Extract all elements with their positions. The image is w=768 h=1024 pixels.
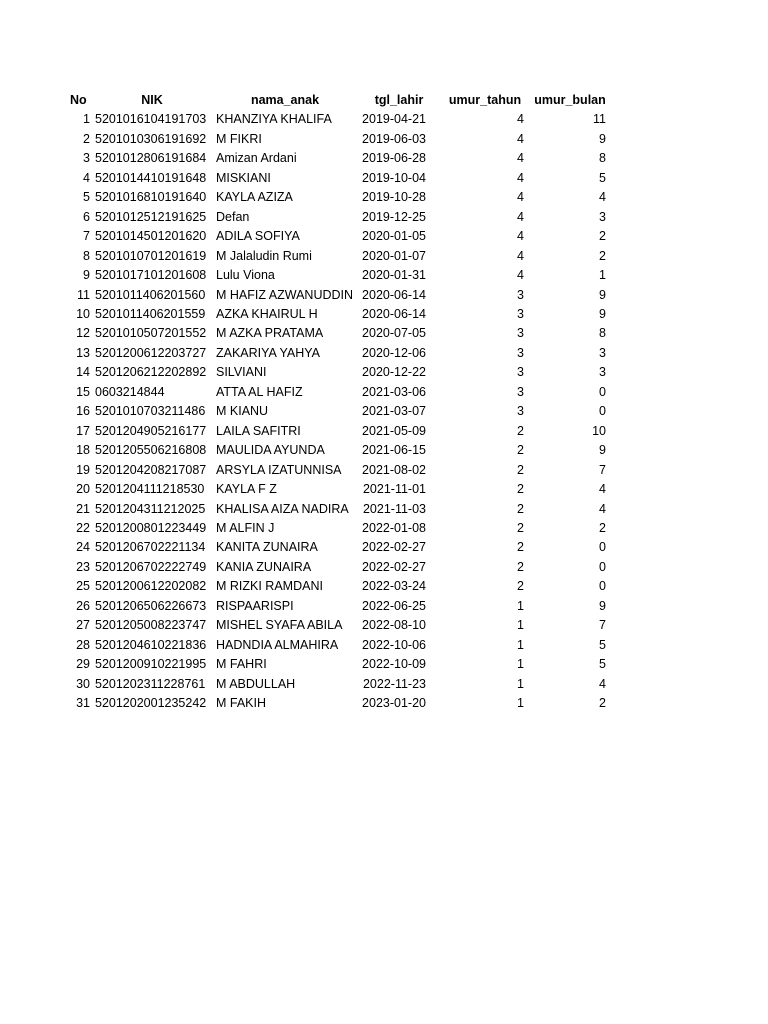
cell-umur-tahun: 4: [517, 248, 524, 263]
cell-tgl-lahir: 2020-12-06: [362, 345, 426, 360]
cell-nama-anak: M FIKRI: [216, 131, 262, 146]
cell-umur-tahun: 3: [517, 384, 524, 399]
cell-tgl-lahir: 2019-04-21: [362, 112, 426, 127]
cell-tgl-lahir: 2021-03-07: [362, 404, 426, 419]
cell-umur-tahun: 2: [517, 540, 524, 555]
cell-nik: 5201011406201559: [95, 306, 206, 321]
cell-tgl-lahir: 2021-11-01: [362, 482, 426, 497]
cell-umur-bulan: 1: [599, 268, 606, 283]
cell-nik: 5201206506226673: [95, 598, 207, 613]
cell-no: 27: [76, 618, 90, 633]
cell-nama-anak: Amizan Ardani: [216, 151, 297, 166]
table-row: [66, 247, 610, 266]
table-row: [66, 324, 610, 343]
cell-umur-tahun: 2: [517, 482, 524, 497]
cell-nik: 5201014410191648: [95, 170, 207, 185]
cell-umur-tahun: 1: [517, 676, 524, 691]
cell-tgl-lahir: 2022-01-08: [362, 520, 426, 535]
cell-no: 19: [76, 462, 90, 477]
data-sheet: [66, 91, 610, 714]
cell-no: 10: [76, 306, 90, 321]
cell-no: 12: [76, 326, 90, 341]
cell-nik: 5201206702222749: [95, 559, 207, 574]
table-row: [66, 675, 610, 694]
cell-no: 24: [76, 540, 90, 555]
cell-tgl-lahir: 2020-01-31: [362, 268, 426, 283]
cell-umur-bulan: 9: [599, 443, 606, 458]
table-row: [66, 694, 610, 713]
children-table: [66, 91, 610, 714]
table-row: [66, 577, 610, 596]
table-row: [66, 461, 610, 480]
cell-nama-anak: M ALFIN J: [216, 520, 275, 535]
cell-tgl-lahir: 2020-06-14: [362, 306, 426, 321]
cell-umur-tahun: 4: [517, 151, 524, 166]
cell-nik: 5201204610221836: [95, 637, 207, 652]
table-row: [66, 422, 610, 441]
cell-tgl-lahir: 2021-11-03: [362, 501, 426, 516]
cell-nama-anak: M KIANU: [216, 404, 269, 419]
cell-umur-tahun: 3: [517, 365, 524, 380]
cell-nik: 5201010507201552: [95, 326, 207, 341]
cell-umur-tahun: 4: [517, 131, 524, 146]
cell-nama-anak: M Jalaludin Rumi: [216, 248, 312, 263]
cell-no: 1: [83, 112, 90, 127]
cell-nik: 5201204208217087: [95, 462, 207, 477]
cell-umur-bulan: 8: [599, 151, 606, 166]
cell-nama-anak: RISPAARISPI: [216, 598, 294, 613]
cell-umur-bulan: 0: [599, 404, 606, 419]
cell-umur-bulan: 5: [599, 170, 606, 185]
cell-nik: 5201010701201619: [95, 248, 207, 263]
cell-tgl-lahir: 2019-10-04: [362, 170, 426, 185]
cell-nik: 5201206702221134: [95, 540, 206, 555]
header-nama-anak: nama_anak: [250, 93, 320, 107]
cell-umur-bulan: 7: [599, 462, 606, 477]
cell-tgl-lahir: 2019-12-25: [362, 209, 426, 224]
table-row: [66, 597, 610, 616]
cell-umur-tahun: 1: [517, 637, 524, 652]
cell-nama-anak: M FAKIH: [216, 696, 267, 711]
cell-umur-bulan: 4: [599, 190, 606, 205]
header-row: [66, 91, 610, 110]
cell-nik: 5201206212202892: [95, 365, 207, 380]
table-row: [66, 130, 610, 149]
cell-umur-bulan: 3: [599, 365, 606, 380]
cell-umur-tahun: 2: [517, 520, 524, 535]
cell-nik: 5201011406201560: [95, 287, 206, 302]
cell-no: 6: [83, 209, 90, 224]
cell-nama-anak: M FAHRI: [216, 657, 267, 672]
cell-nama-anak: MAULIDA AYUNDA: [216, 443, 325, 458]
cell-umur-tahun: 3: [517, 404, 524, 419]
cell-tgl-lahir: 2023-01-20: [362, 696, 426, 711]
table-row: [66, 188, 610, 207]
cell-umur-bulan: 0: [599, 579, 606, 594]
cell-nama-anak: M HAFIZ AZWANUDDIN: [216, 287, 354, 302]
cell-umur-tahun: 3: [517, 326, 524, 341]
cell-no: 2: [83, 131, 90, 146]
table-row: [66, 227, 610, 246]
cell-umur-bulan: 3: [599, 345, 606, 360]
cell-umur-tahun: 1: [517, 696, 524, 711]
cell-no: 29: [76, 657, 90, 672]
cell-no: 31: [76, 696, 90, 711]
cell-umur-bulan: 10: [592, 423, 606, 438]
cell-umur-tahun: 2: [517, 501, 524, 516]
cell-nama-anak: AZKA KHAIRUL H: [216, 306, 318, 321]
cell-umur-tahun: 2: [517, 559, 524, 574]
cell-umur-tahun: 4: [517, 209, 524, 224]
table-row: [66, 500, 610, 519]
cell-umur-tahun: 1: [517, 598, 524, 613]
table-body: [66, 110, 610, 713]
table-row: [66, 558, 610, 577]
cell-tgl-lahir: 2022-02-27: [362, 540, 426, 555]
cell-umur-bulan: 5: [599, 657, 606, 672]
cell-nik: 5201204311212025: [95, 501, 206, 516]
cell-umur-bulan: 11: [593, 112, 606, 127]
cell-umur-bulan: 2: [599, 248, 606, 263]
cell-no: 13: [76, 345, 90, 360]
cell-tgl-lahir: 2022-02-27: [362, 559, 426, 574]
cell-umur-bulan: 9: [599, 131, 606, 146]
table-row: [66, 655, 610, 674]
cell-umur-tahun: 3: [517, 345, 524, 360]
cell-tgl-lahir: 2022-11-23: [362, 676, 426, 691]
cell-nama-anak: KHALISA AIZA NADIRA: [216, 501, 349, 516]
cell-umur-tahun: 3: [517, 287, 524, 302]
cell-tgl-lahir: 2020-01-05: [362, 229, 426, 244]
cell-tgl-lahir: 2021-03-06: [362, 384, 426, 399]
table-row: [66, 538, 610, 557]
table-row: [66, 616, 610, 635]
cell-no: 5: [83, 190, 90, 205]
table-row: [66, 363, 610, 382]
cell-nama-anak: HADNDIA ALMAHIRA: [216, 637, 339, 652]
cell-nama-anak: ATTA AL HAFIZ: [216, 384, 303, 399]
cell-nik: 5201200801223449: [95, 520, 207, 535]
cell-nama-anak: KANITA ZUNAIRA: [216, 540, 318, 555]
cell-nik: 5201204905216177: [95, 423, 207, 438]
cell-umur-tahun: 2: [517, 462, 524, 477]
cell-nik: 5201010306191692: [95, 131, 207, 146]
cell-tgl-lahir: 2022-10-09: [362, 657, 426, 672]
cell-nik: 5201200612202082: [95, 579, 207, 594]
cell-nama-anak: SILVIANI: [216, 365, 267, 380]
cell-nik: 5201205008223747: [95, 618, 207, 633]
cell-no: 25: [76, 579, 90, 594]
cell-tgl-lahir: 2022-10-06: [362, 637, 426, 652]
cell-tgl-lahir: 2021-06-15: [362, 443, 426, 458]
cell-umur-bulan: 2: [599, 229, 606, 244]
cell-nik: 5201200910221995: [95, 657, 207, 672]
table-row: [66, 402, 610, 421]
header-umur-bulan: umur_bulan: [534, 93, 606, 107]
cell-umur-bulan: 4: [599, 501, 606, 516]
cell-umur-bulan: 9: [599, 306, 606, 321]
header-tgl-lahir: tgl_lahir: [374, 93, 424, 107]
cell-no: 14: [76, 365, 90, 380]
table-row: [66, 286, 610, 305]
cell-no: 20: [76, 482, 90, 497]
cell-umur-tahun: 2: [517, 443, 524, 458]
cell-no: 17: [76, 423, 90, 438]
cell-no: 9: [83, 268, 90, 283]
cell-no: 23: [76, 559, 90, 574]
cell-tgl-lahir: 2020-12-22: [362, 365, 426, 380]
cell-no: 15: [76, 384, 90, 399]
cell-nik: 5201012806191684: [95, 151, 207, 166]
cell-umur-bulan: 9: [599, 598, 606, 613]
table-row: [66, 208, 610, 227]
cell-tgl-lahir: 2020-06-14: [362, 287, 426, 302]
cell-tgl-lahir: 2022-06-25: [362, 598, 426, 613]
cell-tgl-lahir: 2021-08-02: [362, 462, 426, 477]
cell-umur-tahun: 3: [517, 306, 524, 321]
cell-umur-bulan: 9: [599, 287, 606, 302]
cell-tgl-lahir: 2022-08-10: [362, 618, 426, 633]
table-row: [66, 344, 610, 363]
cell-tgl-lahir: 2019-06-28: [362, 151, 426, 166]
cell-umur-bulan: 5: [599, 637, 606, 652]
cell-umur-bulan: 7: [599, 618, 606, 633]
header-umur-tahun: umur_tahun: [448, 93, 522, 107]
cell-umur-tahun: 4: [517, 112, 524, 127]
table-row: [66, 110, 610, 129]
cell-nama-anak: ARSYLA IZATUNNISA: [216, 462, 342, 477]
cell-no: 26: [76, 598, 90, 613]
cell-nik: 5201202311228761: [95, 676, 206, 691]
cell-nama-anak: KHANZIYA KHALIFA: [216, 112, 332, 127]
cell-nik: 5201205506216808: [95, 443, 207, 458]
cell-umur-bulan: 3: [599, 209, 606, 224]
cell-umur-tahun: 4: [517, 170, 524, 185]
cell-nama-anak: Defan: [216, 209, 250, 224]
cell-umur-tahun: 2: [517, 423, 524, 438]
cell-nik: 5201010703211486: [95, 404, 206, 419]
cell-nama-anak: ZAKARIYA YAHYA: [216, 345, 320, 360]
cell-tgl-lahir: 2020-01-07: [362, 248, 426, 263]
cell-no: 30: [76, 676, 90, 691]
cell-nama-anak: LAILA SAFITRI: [216, 423, 301, 438]
table-row: [66, 519, 610, 538]
table-row: [66, 266, 610, 285]
table-row: [66, 149, 610, 168]
cell-nik: 5201204111218530: [95, 482, 205, 497]
cell-tgl-lahir: 2021-05-09: [362, 423, 426, 438]
cell-umur-tahun: 1: [517, 618, 524, 633]
cell-umur-tahun: 4: [517, 229, 524, 244]
cell-umur-bulan: 0: [599, 384, 606, 399]
cell-nama-anak: KAYLA F Z: [216, 482, 277, 497]
cell-umur-tahun: 4: [517, 190, 524, 205]
cell-no: 3: [83, 151, 90, 166]
cell-nik: 5201012512191625: [95, 209, 207, 224]
cell-nama-anak: MISHEL SYAFA ABILA: [216, 618, 343, 633]
table-row: [66, 305, 610, 324]
cell-no: 8: [83, 248, 90, 263]
cell-no: 4: [83, 170, 90, 185]
header-nik: NIK: [141, 93, 163, 107]
cell-no: 28: [76, 637, 90, 652]
cell-nama-anak: MISKIANI: [216, 170, 271, 185]
cell-umur-bulan: 4: [599, 482, 606, 497]
cell-nama-anak: KANIA ZUNAIRA: [216, 559, 312, 574]
cell-no: 21: [76, 501, 90, 516]
cell-umur-bulan: 4: [599, 676, 606, 691]
cell-no: 18: [76, 443, 90, 458]
cell-umur-bulan: 0: [599, 559, 606, 574]
cell-nik: 5201016104191703: [95, 112, 207, 127]
cell-nama-anak: M ABDULLAH: [216, 676, 296, 691]
cell-nik: 5201200612203727: [95, 345, 207, 360]
cell-nik: 5201014501201620: [95, 229, 207, 244]
cell-no: 16: [76, 404, 90, 419]
cell-nama-anak: Lulu Viona: [216, 268, 275, 283]
cell-no: 11: [77, 287, 90, 302]
cell-no: 22: [76, 520, 90, 535]
cell-tgl-lahir: 2020-07-05: [362, 326, 426, 341]
table-row: [66, 441, 610, 460]
table-row: [66, 480, 610, 499]
cell-umur-bulan: 8: [599, 326, 606, 341]
table-row: [66, 383, 610, 402]
header-no: No: [70, 93, 87, 107]
cell-umur-tahun: 1: [517, 657, 524, 672]
cell-nama-anak: KAYLA AZIZA: [216, 190, 293, 205]
cell-umur-tahun: 4: [517, 268, 524, 283]
table-row: [66, 636, 610, 655]
cell-umur-bulan: 2: [599, 696, 606, 711]
cell-no: 7: [83, 229, 90, 244]
cell-nama-anak: M RIZKI RAMDANI: [216, 579, 323, 594]
cell-umur-bulan: 2: [599, 520, 606, 535]
cell-nik: 5201017101201608: [95, 268, 207, 283]
cell-umur-tahun: 2: [517, 579, 524, 594]
cell-nik: 5201202001235242: [95, 696, 207, 711]
cell-nik: 0603214844: [95, 384, 165, 399]
cell-nama-anak: ADILA SOFIYA: [216, 229, 300, 244]
table-row: [66, 169, 610, 188]
cell-nik: 5201016810191640: [95, 190, 207, 205]
cell-tgl-lahir: 2019-06-03: [362, 131, 426, 146]
cell-tgl-lahir: 2019-10-28: [362, 190, 426, 205]
cell-umur-bulan: 0: [599, 540, 606, 555]
cell-nama-anak: M AZKA PRATAMA: [216, 326, 324, 341]
cell-tgl-lahir: 2022-03-24: [362, 579, 426, 594]
